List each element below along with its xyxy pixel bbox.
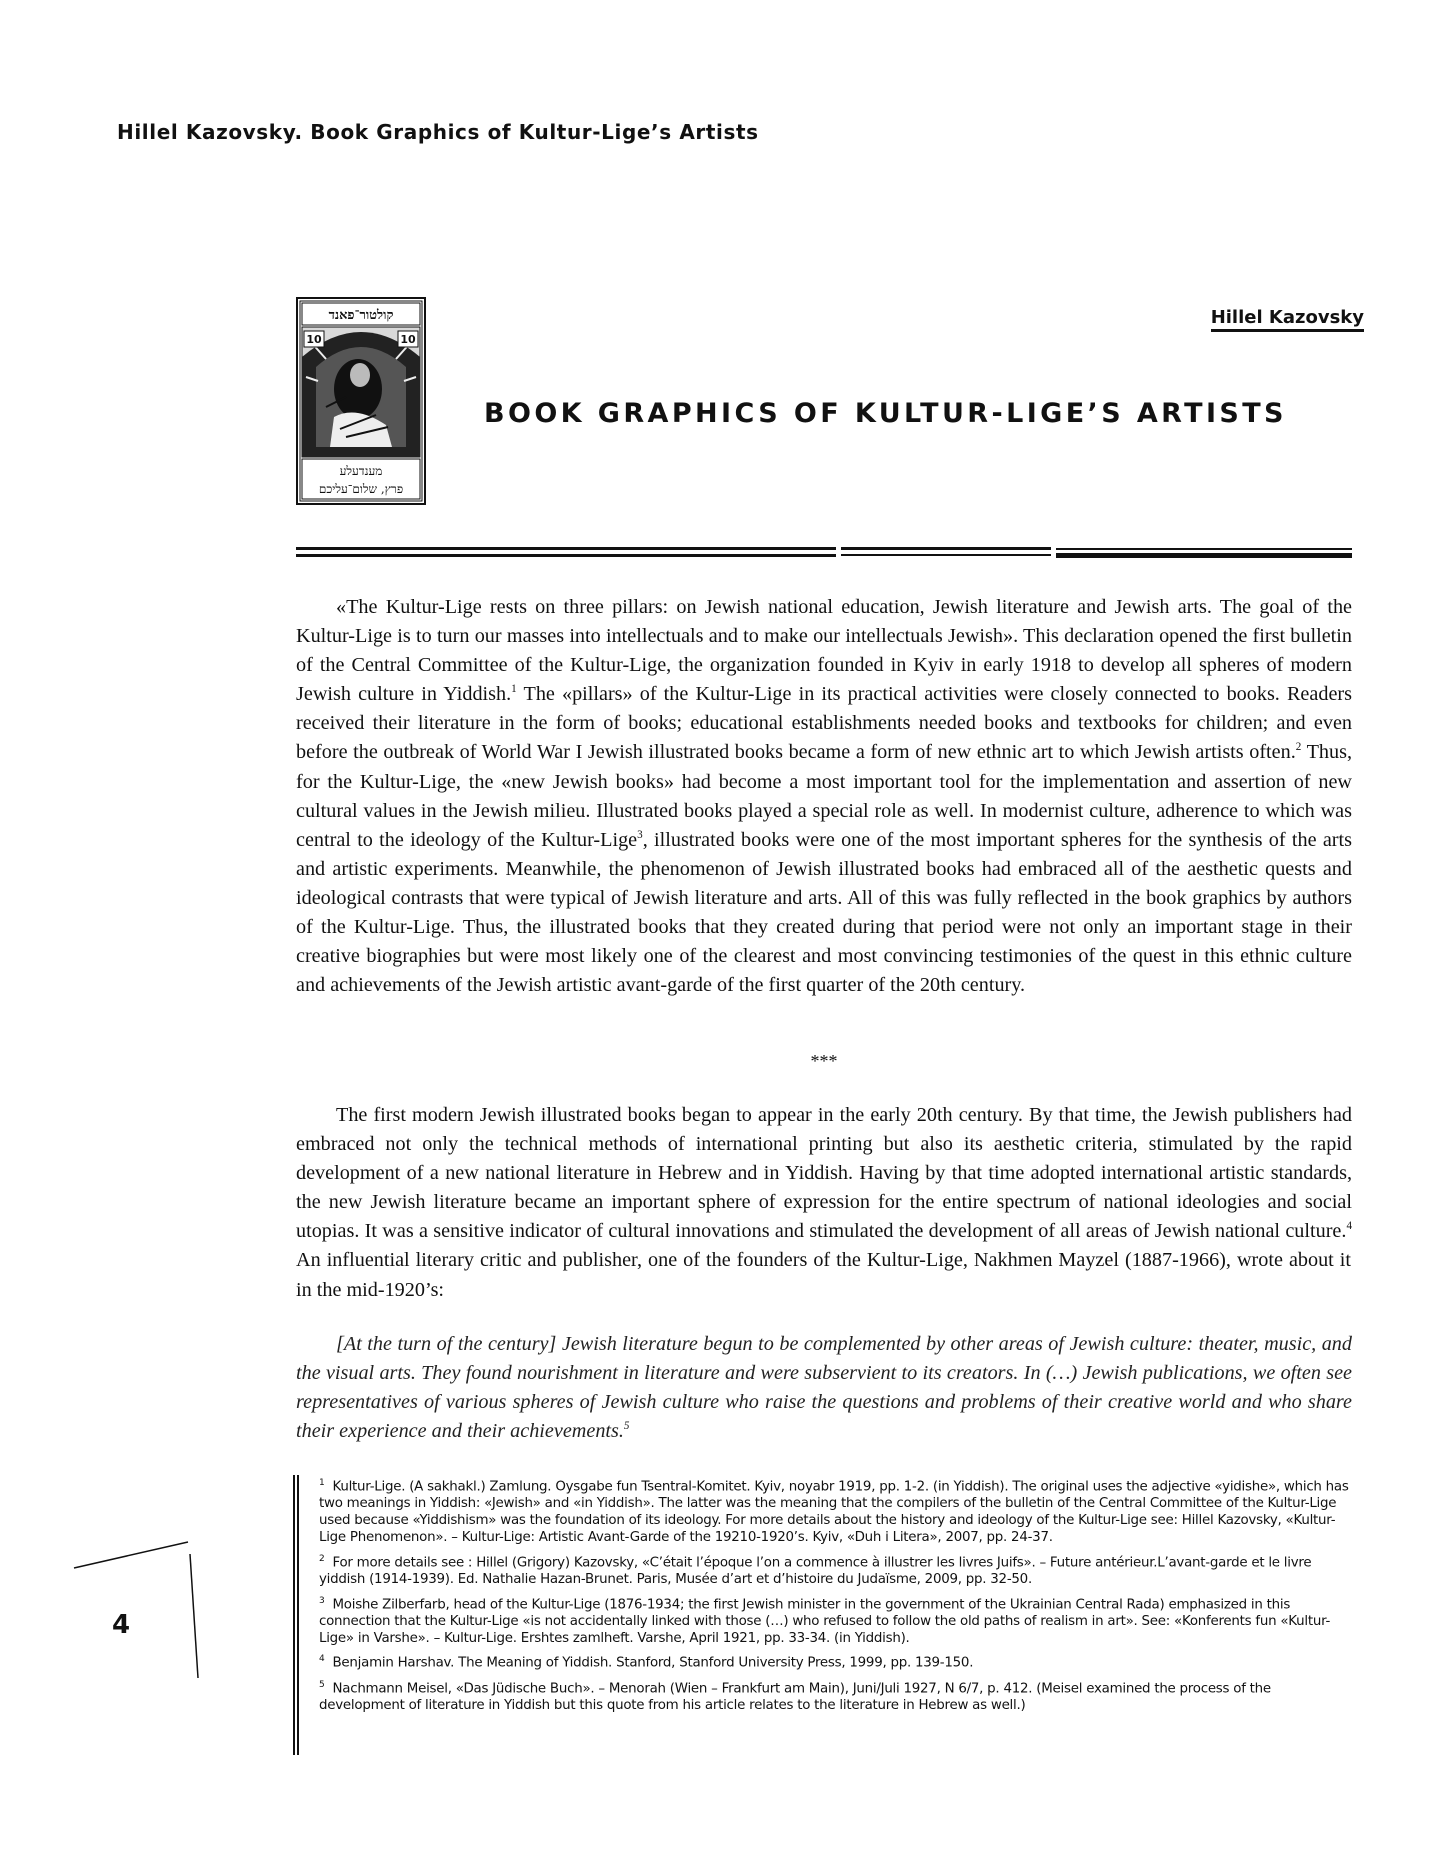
footnotes <box>293 1475 1359 1755</box>
vignette-bottom-line-2: פרץ, שלום־עליכם <box>318 482 404 496</box>
footnote: $^5$ Nachmann Meisel, «Das Jüdische Buch». – Menorah (Wien – Frankfurt am Main), Juni/Juli 1927, N 6/7, p. 412. (Meisel examined the process of the development of literature in Yiddish but this quote from his article relates to the literature in Hebrew as well.) <box>319 1679 1271 1713</box>
author-name: Hillel Kazovsky <box>1211 307 1364 332</box>
footnote: $^1$ Kultur-Lige. (A sakhakl.) Zamlung. Oysgabe fun Tsentral-Komitet. Kyiv, noyabr 1919, pp. 1-2. (in Yiddish). The original uses the adjective «yidishe», which has two meanings in Yiddish: «Jewish» and «in Yiddish». The latter was the meaning that the compilers of the bulletin of the Central Committee of the Kultur-Lige used because «Yiddishism» was the foundation of its ideology. For more details about the history and ideology of the Kultur-Lige see: Hillel Kazovsky, «Kultur-Lige Phenomenon». – Kultur-Lige: Artistic Avant-Garde of the 19210-1920’s. Kyiv, «Duh i Litera», 2007, pp. 24-37. <box>319 1478 1349 1545</box>
vignette-number-right: 10 <box>400 333 416 346</box>
page-corner-ornament <box>70 1540 210 1680</box>
article-title: BOOK GRAPHICS OF KULTUR-LIGE’S ARTISTS <box>484 398 1287 429</box>
footnote-ref[interactable]: 2 <box>1295 741 1302 754</box>
footnote-ref[interactable]: 1 <box>511 683 517 696</box>
block-quote: [At the turn of the century] Jewish literature begun to be complemented by other areas of Jewish culture: theater, music, and the visual arts. They found nourishment in literature and were subservient to its creators. In (…) Jewish publications, we often see representatives of various spheres of Jewish culture who raise the questions and problems of their creative world and who share their experience and their achievements.$^5$ <box>296 1333 1352 1443</box>
footnote-ref[interactable]: 3 <box>637 828 643 841</box>
page-number: 4 <box>112 1610 131 1640</box>
body-paragraph-1: «The Kultur-Lige rests on three pillars: on Jewish national education, Jewish literature and Jewish arts. The goal of the Kultur-Lige is to turn our masses into intellectuals and to make our intellectuals Jewish». This declaration opened the first bulletin of the Central Committee of the Kultur-Lige, the organization founded in Kyiv in early 1918 to develop all spheres of modern Jewish culture in Yiddish.$^1$ The «pillars» of the Kultur-Lige in its practical activities were closely connected to books. Readers received their literature in the form of books; educational establishments needed books and textbooks for children; and even before the outbreak of World War I Jewish illustrated books became a form of new ethnic art to which Jewish artists often.$^2$ Thus, for the Kultur-Lige, the «new Jewish books» had become a most important tool for the implementation and assertion of new cultural values in the Jewish milieu. Illustrated books played a special role as well. In modernist culture, adherence to which was central to the ideology of the Kultur-Lige$^3$, illustrated books were one of the most important spheres for the synthesis of the arts and artistic experiments. Meanwhile, the phenomenon of Jewish illustrated books had embraced all of the aesthetic quests and ideological contrasts that were typical of Jewish literature and arts. All of this was fully reflected in the book graphics by authors of the Kultur-Lige. Thus, the illustrated books that they created during that period were not only an important stage in their creative biographies but were most likely one of the clearest and most convincing testimonies of the quest in this ethnic culture and achievements of the Jewish artistic avant-garde of the first quarter of the 20th century. <box>296 596 1352 997</box>
title-rule <box>296 545 1352 559</box>
footnote: $^4$ Benjamin Harshav. The Meaning of Yiddish. Stanford, Stanford University Press, 1999, pp. 139-150. <box>319 1654 974 1671</box>
footnote-ref[interactable]: 4 <box>1346 1220 1352 1233</box>
vignette-number-left: 10 <box>306 333 322 346</box>
vignette-bottom-line-1: מענדעלע <box>339 464 383 478</box>
footnote-ref[interactable]: 5 <box>623 1420 630 1433</box>
running-header: Hillel Kazovsky. Book Graphics of Kultur-Lige’s Artists <box>117 120 759 144</box>
footnote: $^2$ For more details see : Hillel (Grigory) Kazovsky, «C’était l’époque l’on a commence à illustrer les livres Juifs». – Future antérieur.L’avant-garde et le livre yiddish (1914-1939). Ed. Nathalie Hazan-Brunet. Paris, Musée d’art et d’histoire du Judaïsme, 2009, pp. 32-50. <box>319 1553 1312 1587</box>
vignette-top-text: קולטור־פאנד <box>328 308 394 323</box>
body-paragraph-2: The first modern Jewish illustrated books began to appear in the early 20th century. By that time, the Jewish publishers had embraced not only the technical methods of international printing but also its aesthetic criteria, stimulated by the rapid development of a new national literature in Hebrew and in Yiddish. Having by that time adopted international artistic standards, the new Jewish literature became an important sphere of expression for the entire spectrum of national ideologies and social utopias. It was a sensitive indicator of cultural innovations and stimulated the development of all areas of Jewish national culture.$^4$ An influential literary critic and publisher, one of the founders of the Kultur-Lige, Nakhmen Mayzel (1887-1966), wrote about it in the mid-1920’s: <box>296 1104 1352 1301</box>
woodcut-vignette-image <box>296 297 426 505</box>
section-separator: *** <box>810 1051 838 1071</box>
footnote: $^3$ Moishe Zilberfarb, head of the Kultur-Lige (1876-1934; the first Jewish minister in the government of the Ukrainian Central Rada) emphasized in this connection that the Kultur-Lige «is not accidentally linked with those (…) who refused to follow the old paths of realism in art». See: «Konferents fun «Kultur-Lige» in Varshe». – Kultur-Lige. Ershtes zamlheft. Varshe, April 1921, pp. 33-34. (in Yiddish). <box>319 1595 1331 1646</box>
